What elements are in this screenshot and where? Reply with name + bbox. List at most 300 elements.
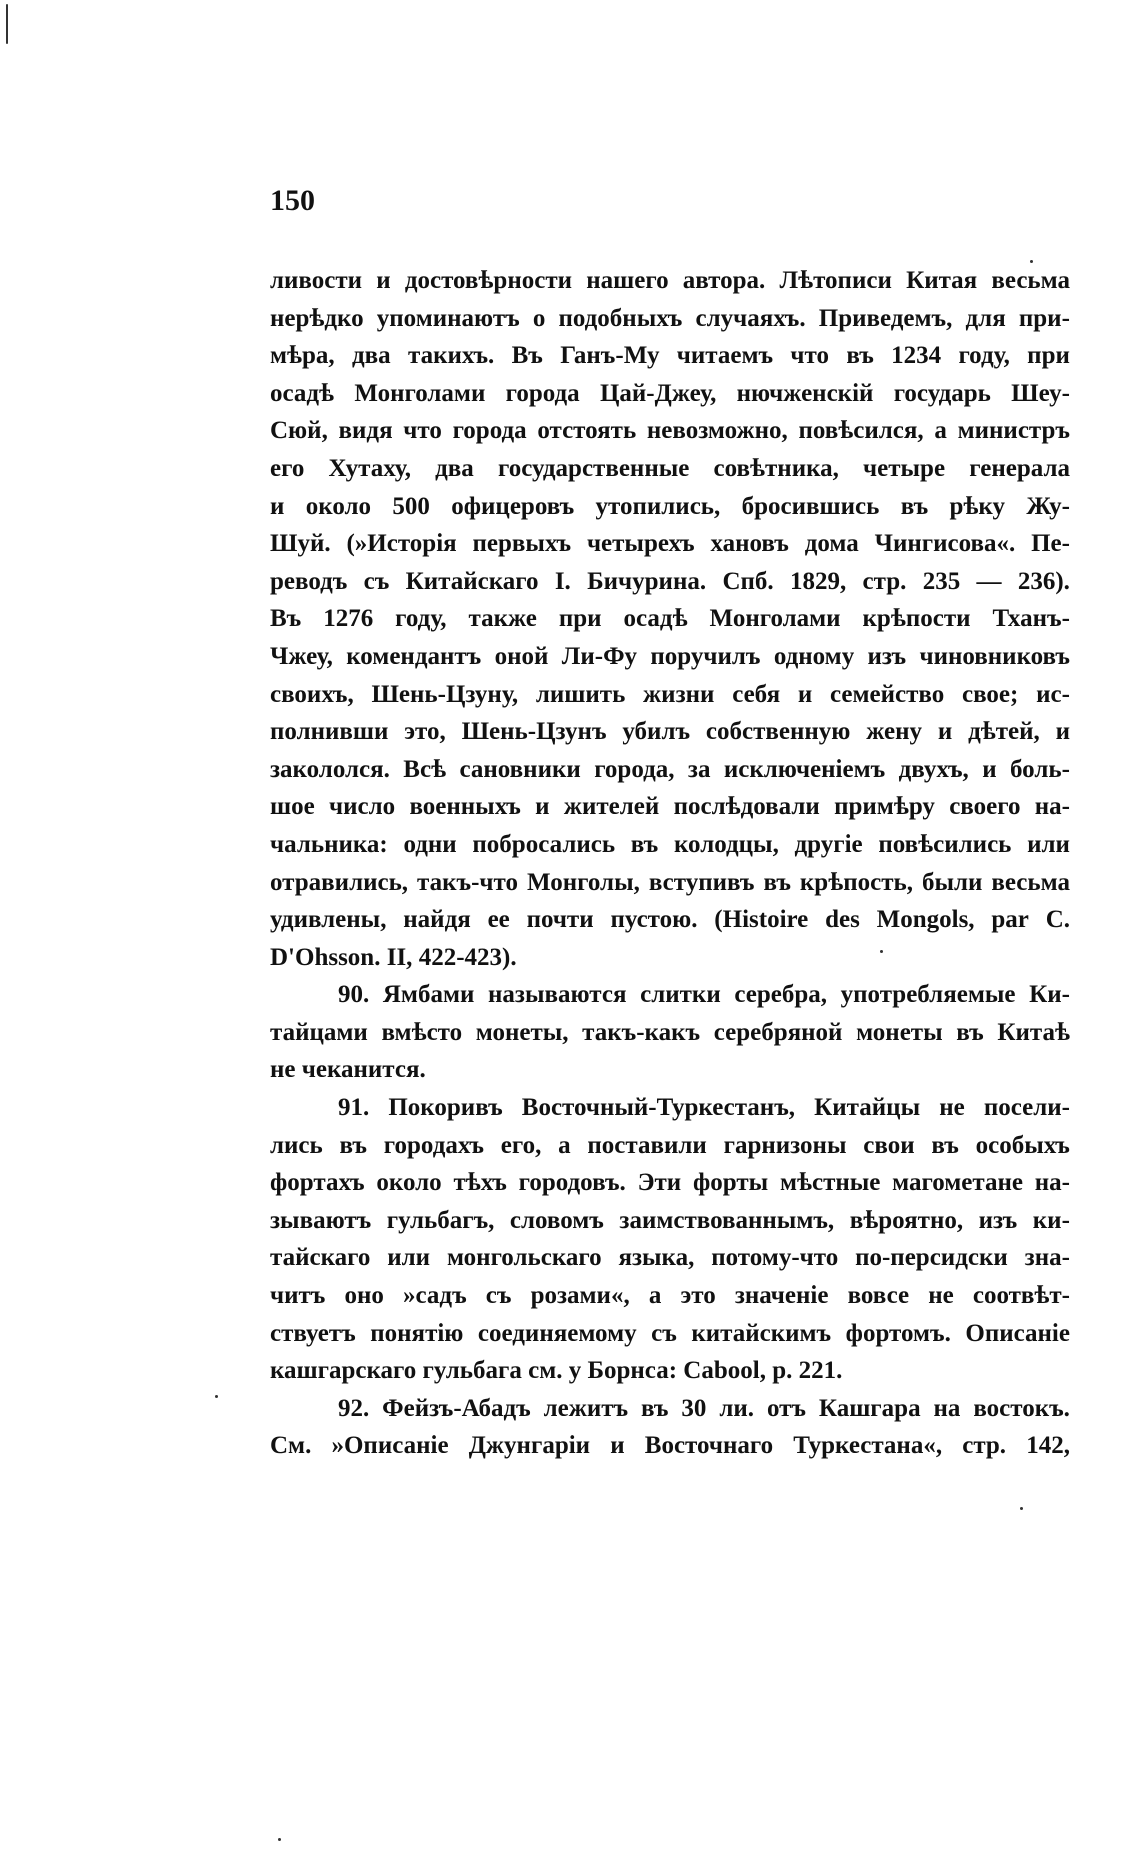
word: офицеровъ xyxy=(451,492,575,520)
word: гульбага xyxy=(422,1357,529,1385)
word: словомъ xyxy=(509,1206,604,1234)
word: особыхъ xyxy=(975,1131,1070,1159)
word: число xyxy=(329,793,396,821)
word: съ xyxy=(485,1282,512,1310)
word: себя xyxy=(732,680,781,708)
word: не xyxy=(928,1282,954,1310)
word: p. xyxy=(772,1357,799,1385)
word: 30 xyxy=(681,1394,707,1422)
word: министръ xyxy=(957,417,1070,445)
word: 91. xyxy=(338,1094,370,1122)
word: въ xyxy=(763,868,791,896)
text-line xyxy=(270,788,1070,826)
word: лись xyxy=(270,1131,323,1159)
word: называются xyxy=(488,981,627,1009)
text-line xyxy=(270,1202,1070,1240)
word: II, xyxy=(386,943,419,971)
word: 221. xyxy=(798,1357,843,1385)
word: свое; xyxy=(961,680,1019,708)
word: повѣсился, xyxy=(798,417,924,445)
word: Китая xyxy=(906,267,978,294)
word: — xyxy=(976,567,1002,595)
word: Восточнаго xyxy=(644,1432,774,1460)
word: одни xyxy=(403,830,457,858)
text-line xyxy=(270,337,1070,375)
word: слитки xyxy=(640,981,721,1009)
scan-speck xyxy=(880,950,883,953)
word: въ xyxy=(339,1131,367,1159)
word: лежитъ xyxy=(543,1394,629,1422)
word: См. xyxy=(270,1432,312,1460)
word: государь xyxy=(893,379,991,407)
text-line xyxy=(270,901,1070,939)
word: для xyxy=(965,304,1006,332)
word: монеты, xyxy=(475,1018,569,1046)
word: или xyxy=(387,1244,431,1272)
scan-speck xyxy=(1020,1507,1023,1510)
word: примѣру xyxy=(834,793,935,821)
word: монеты xyxy=(856,1018,943,1046)
word: году, xyxy=(958,342,1010,370)
word: дома xyxy=(804,530,859,558)
word: и xyxy=(797,680,813,708)
word: и xyxy=(937,718,953,746)
word: осадѣ xyxy=(623,605,688,633)
word: убилъ xyxy=(622,718,691,746)
word: серебряной xyxy=(713,1018,843,1046)
word: употребляемые xyxy=(840,981,1016,1009)
word: фортахъ xyxy=(270,1169,365,1197)
word: крѣпости xyxy=(862,605,971,633)
word: І. xyxy=(554,567,571,595)
word: не xyxy=(270,1056,302,1084)
word: стр. xyxy=(962,1432,1007,1460)
word: въ xyxy=(900,492,929,520)
word: городахъ xyxy=(383,1131,484,1159)
word: упоминаютъ xyxy=(376,304,520,332)
word: также xyxy=(468,605,537,633)
word: а xyxy=(934,417,947,445)
word: утопились, xyxy=(595,492,721,520)
word: Тханъ- xyxy=(992,605,1070,633)
word: Монголами xyxy=(709,605,841,633)
word: почти xyxy=(526,906,594,934)
word: Чжеу, xyxy=(270,642,333,670)
word: Описаніе xyxy=(965,1319,1070,1347)
word: году, xyxy=(395,605,447,633)
word: дѣтей, xyxy=(968,718,1040,746)
word: ис- xyxy=(1036,680,1070,708)
word: автора. xyxy=(682,267,766,294)
word: соединяемому xyxy=(477,1319,637,1347)
word: читъ xyxy=(270,1282,326,1310)
word: и xyxy=(376,267,391,294)
word: Бичурина. xyxy=(587,567,707,595)
word: жену xyxy=(866,718,923,746)
word: у xyxy=(568,1357,588,1385)
word: были xyxy=(921,868,983,896)
word: Цай-Джеу, xyxy=(599,379,717,407)
text-line xyxy=(270,375,1070,413)
word: колодцы, xyxy=(673,830,779,858)
text-line xyxy=(270,525,1070,563)
text-line xyxy=(270,864,1070,902)
word: ее xyxy=(487,906,510,934)
text-line xyxy=(270,262,1070,300)
word: Эти xyxy=(637,1169,682,1197)
word: ствуетъ xyxy=(270,1319,356,1347)
word: найдя xyxy=(403,906,471,934)
word: Восточный-Туркестанъ, xyxy=(521,1094,796,1122)
word: такъ-какъ xyxy=(582,1018,701,1046)
word: Лѣтописи xyxy=(779,267,892,294)
word: ливости xyxy=(270,267,363,294)
word: 142, xyxy=(1026,1432,1070,1460)
word: розами«, xyxy=(530,1282,630,1310)
word: Ли-Фу xyxy=(561,642,638,670)
word: города xyxy=(505,379,580,407)
word: съ xyxy=(651,1319,677,1347)
word: см. xyxy=(528,1357,569,1385)
word: шое xyxy=(270,793,315,821)
text-line xyxy=(270,939,1070,977)
word: а xyxy=(558,1131,571,1159)
word: зна- xyxy=(1024,1244,1070,1272)
word: вѣроятно, xyxy=(849,1206,964,1234)
word: нашего xyxy=(586,267,669,294)
word: государственные xyxy=(497,454,690,482)
word: жителей xyxy=(563,793,660,821)
word: и xyxy=(270,492,285,520)
text-line xyxy=(270,563,1070,601)
word: вмѣсто xyxy=(381,1018,463,1046)
word: 1234 xyxy=(891,342,942,370)
word: генерала xyxy=(969,454,1070,482)
word: Хутаху, xyxy=(328,454,411,482)
word: четыре xyxy=(863,454,946,482)
text-line xyxy=(270,976,1070,1014)
word: 236). xyxy=(1017,567,1070,595)
word: своего xyxy=(949,793,1021,821)
word: удивлены, xyxy=(270,906,387,934)
word: Ганъ-Му xyxy=(560,342,660,370)
word: заимствованнымъ, xyxy=(619,1206,835,1234)
word: Кашгара xyxy=(818,1394,921,1422)
text-line xyxy=(270,751,1070,789)
word: нючженскій xyxy=(736,379,874,407)
word: четырехъ xyxy=(586,530,695,558)
word: видя xyxy=(338,417,393,445)
word: это, xyxy=(404,718,446,746)
word: крѣпость, xyxy=(799,868,913,896)
word: магометане xyxy=(892,1169,1023,1197)
word: »Описаніе xyxy=(331,1432,449,1460)
word: а xyxy=(648,1282,662,1310)
word: его xyxy=(270,454,305,482)
scan-speck xyxy=(1030,260,1033,263)
text-line xyxy=(270,1352,1070,1390)
text-line xyxy=(270,412,1070,450)
word: кашгарскаго xyxy=(270,1357,423,1385)
word: ли. xyxy=(719,1394,755,1422)
word: D'Ohsson. xyxy=(270,943,387,971)
word: Въ xyxy=(511,342,543,370)
word: Покоривъ xyxy=(388,1094,503,1122)
word: свои xyxy=(863,1131,915,1159)
word: при xyxy=(558,605,602,633)
word: въ xyxy=(846,342,874,370)
word: о xyxy=(532,304,546,332)
word: изъ xyxy=(978,1206,1018,1234)
text-line xyxy=(270,1315,1070,1353)
word: комендантъ xyxy=(346,642,482,670)
word: тайскаго xyxy=(270,1244,371,1272)
word: форты xyxy=(692,1169,769,1197)
word: (»Исторія xyxy=(346,530,457,558)
word: подобныхъ xyxy=(558,304,683,332)
word: или xyxy=(1027,830,1070,858)
word: что xyxy=(403,417,442,445)
word: серебра, xyxy=(734,981,828,1009)
word: изъ xyxy=(867,642,907,670)
word: невозможно, xyxy=(646,417,788,445)
word: потому-что xyxy=(711,1244,839,1272)
word: Борнса: xyxy=(587,1357,684,1385)
word: востокъ. xyxy=(973,1394,1070,1422)
text-line xyxy=(270,1390,1070,1428)
word: послѣдовали xyxy=(673,793,820,821)
word: гарнизоны xyxy=(723,1131,847,1159)
word: 235 xyxy=(922,567,961,595)
word: Спб. xyxy=(722,567,774,595)
word: 92. xyxy=(338,1394,370,1422)
word: реводъ xyxy=(270,567,348,595)
word: par xyxy=(991,906,1029,934)
text-line xyxy=(270,638,1070,676)
word: посели- xyxy=(983,1094,1070,1122)
word: что xyxy=(790,342,829,370)
word: понятію xyxy=(370,1319,464,1347)
word: за xyxy=(687,755,711,783)
word: Шень-Цзунъ xyxy=(461,718,607,746)
word: отъ xyxy=(766,1394,806,1422)
word: Всѣ xyxy=(403,755,447,783)
word: вступивъ xyxy=(648,868,755,896)
word: оной xyxy=(494,642,549,670)
word: военныхъ xyxy=(409,793,521,821)
word: Шуй. xyxy=(270,530,331,558)
word: Китайцы xyxy=(814,1094,921,1122)
word: достовѣрности xyxy=(404,267,573,294)
word: собственную xyxy=(705,718,851,746)
word: городовъ. xyxy=(518,1169,626,1197)
word: 1276 xyxy=(323,605,374,633)
word: съ xyxy=(363,567,390,595)
scan-speck xyxy=(6,4,8,44)
word: два xyxy=(352,342,391,370)
word: 1829, xyxy=(789,567,847,595)
text-line xyxy=(270,1089,1070,1127)
scan-speck xyxy=(215,1395,218,1398)
body-text xyxy=(270,262,1070,1465)
word: лишить xyxy=(535,680,626,708)
word: побросались xyxy=(472,830,616,858)
text-line xyxy=(270,1014,1070,1052)
word: и xyxy=(610,1432,625,1460)
word: Пе- xyxy=(1031,530,1070,558)
word: Шеу- xyxy=(1011,379,1070,407)
word: въ xyxy=(630,830,659,858)
word: Китайскаго xyxy=(405,567,539,595)
word: Ки- xyxy=(1029,981,1070,1009)
word: Шень-Цзуну, xyxy=(371,680,519,708)
word: своихъ, xyxy=(270,680,354,708)
word: вовсе xyxy=(847,1282,910,1310)
word: Китаѣ xyxy=(997,1018,1070,1046)
word: зываютъ xyxy=(270,1206,372,1234)
word: чеканится. xyxy=(301,1056,426,1084)
text-line xyxy=(270,1127,1070,1165)
text-line xyxy=(270,1239,1070,1277)
word: Ямбами xyxy=(382,981,475,1009)
word: и xyxy=(982,755,997,783)
word: китайскимъ xyxy=(691,1319,832,1347)
word: семейство xyxy=(830,680,945,708)
word: боль- xyxy=(1010,755,1070,783)
word: хановъ xyxy=(710,530,789,558)
word: рѣку xyxy=(949,492,1005,520)
word: соотвѣт- xyxy=(972,1282,1070,1310)
word: Фейзъ-Абадъ xyxy=(382,1394,531,1422)
word: Монголы, xyxy=(526,868,640,896)
word: одному xyxy=(773,642,855,670)
word: пустою. xyxy=(610,906,698,934)
text-line xyxy=(270,713,1070,751)
word: жизни xyxy=(643,680,715,708)
word: такъ-что xyxy=(417,868,518,896)
word: случаяхъ. xyxy=(695,304,806,332)
word: тѣхъ xyxy=(453,1169,507,1197)
word: повѣсились xyxy=(878,830,1012,858)
word: мѣстные xyxy=(779,1169,881,1197)
word: Сюй, xyxy=(270,417,328,445)
word: весьма xyxy=(991,868,1070,896)
text-line xyxy=(270,1051,1070,1089)
word: 500 xyxy=(392,492,430,520)
word: мѣра, xyxy=(270,342,335,370)
word: осадѣ xyxy=(270,379,335,407)
word: C. xyxy=(1045,906,1070,934)
word: Туркестана«, xyxy=(793,1432,943,1460)
word: оно xyxy=(344,1282,384,1310)
text-line xyxy=(270,1427,1070,1465)
word: »садъ xyxy=(403,1282,467,1310)
word: стр. xyxy=(862,567,907,595)
word: въ xyxy=(641,1394,669,1422)
word: на xyxy=(933,1394,961,1422)
word: Cabool, xyxy=(683,1357,773,1385)
word: около xyxy=(376,1169,442,1197)
word: двухъ, xyxy=(898,755,969,783)
word: читаемъ xyxy=(676,342,774,370)
word: весьма xyxy=(991,267,1070,294)
page-number: 150 xyxy=(270,184,315,217)
word: города, xyxy=(594,755,675,783)
word: около xyxy=(305,492,372,520)
word: два xyxy=(435,454,474,482)
word: это xyxy=(680,1282,716,1310)
word: (Histoire xyxy=(714,906,809,934)
text-line xyxy=(270,450,1070,488)
word: совѣтника, xyxy=(713,454,839,482)
word: на- xyxy=(1034,793,1070,821)
word: бросившись xyxy=(741,492,880,520)
text-line xyxy=(270,1164,1070,1202)
word: въ xyxy=(956,1018,984,1046)
scan-speck xyxy=(278,1838,281,1841)
word: Монголами xyxy=(354,379,486,407)
word: нерѣдко xyxy=(270,304,364,332)
word: фортомъ. xyxy=(845,1319,951,1347)
word: закололся. xyxy=(270,755,390,783)
text-line xyxy=(270,488,1070,526)
word: отравились, xyxy=(270,868,409,896)
word: тайцами xyxy=(270,1018,368,1046)
word: гульбагъ, xyxy=(386,1206,495,1234)
word: Въ xyxy=(270,605,302,633)
word: первыхъ xyxy=(472,530,572,558)
word: поручилъ xyxy=(650,642,761,670)
word: языка, xyxy=(618,1244,695,1272)
word: такихъ. xyxy=(408,342,495,370)
word: поставили xyxy=(587,1131,707,1159)
word: Чингисова«. xyxy=(874,530,1016,558)
word: на- xyxy=(1034,1169,1070,1197)
text-line xyxy=(270,676,1070,714)
word: Джунгаріи xyxy=(468,1432,591,1460)
word: ки- xyxy=(1032,1206,1070,1234)
word: его, xyxy=(500,1131,542,1159)
text-line xyxy=(270,826,1070,864)
text-line xyxy=(270,1277,1070,1315)
word: des xyxy=(825,906,860,934)
word: и xyxy=(535,793,550,821)
word: не xyxy=(939,1094,965,1122)
word: и xyxy=(1055,718,1070,746)
word: Жу- xyxy=(1026,492,1070,520)
word: 90. xyxy=(338,981,370,1009)
word: сановники xyxy=(459,755,581,783)
word: при- xyxy=(1018,304,1070,332)
word: города xyxy=(452,417,527,445)
word: по-персидски xyxy=(855,1244,1008,1272)
word: чальника: xyxy=(270,830,388,858)
word: исключеніемъ xyxy=(723,755,886,783)
word: значеніе xyxy=(734,1282,829,1310)
word: 422-423). xyxy=(418,943,517,971)
word: при xyxy=(1027,342,1070,370)
word: Mongols, xyxy=(876,906,975,934)
word: Приведемъ, xyxy=(818,304,953,332)
word: полнивши xyxy=(270,718,389,746)
text-line xyxy=(270,600,1070,638)
word: другіе xyxy=(794,830,863,858)
word: въ xyxy=(931,1131,959,1159)
text-line xyxy=(270,300,1070,338)
word: монгольскаго xyxy=(446,1244,602,1272)
word: чиновниковъ xyxy=(919,642,1070,670)
word: отстоять xyxy=(537,417,637,445)
